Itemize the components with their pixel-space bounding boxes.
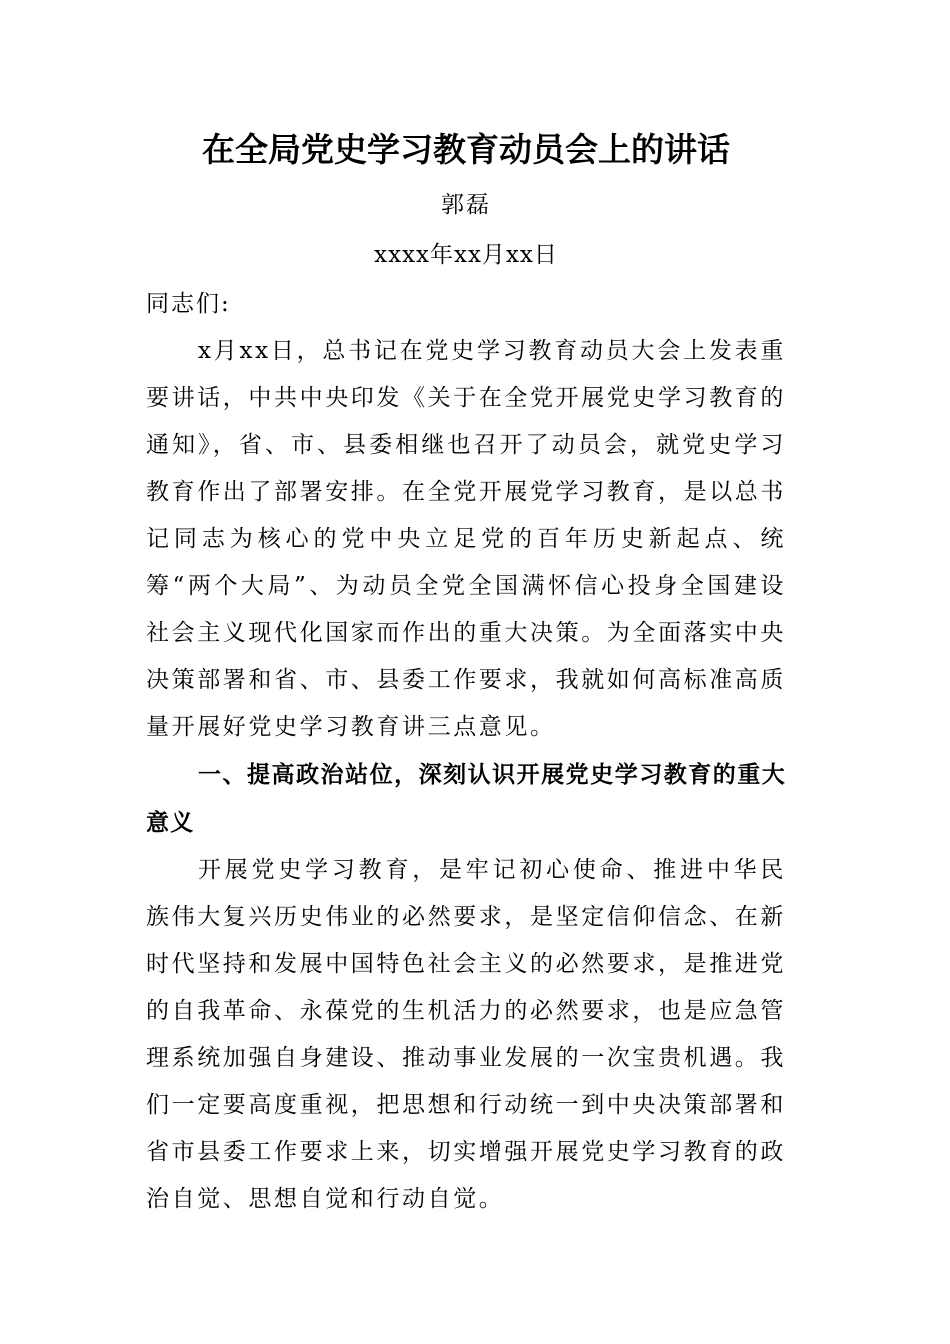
document-author: 郭磊 xyxy=(441,192,491,218)
paragraph-section-1: 开展党史学习教育，是牢记初心使命、推进中华民族伟大复兴历史伟业的必然要求，是坚定信仰信念、在新时代坚持和发展中国特色社会主义的必然要求，是推进党的自我革命、永葆党的生机活力的必然要求，也是应急管理系统加强自身建设、推动事业发展的一次宝贵机遇。我们一定要高度重视，把思想和行动统一到中央决策部署和省市县委工作要求上来，切实增强开展党史学习教育的政治自觉、思想自觉和行动自觉。 xyxy=(146,857,786,1212)
section-heading-1: 一、提高政治站位，深刻认识开展党史学习教育的重大意义 xyxy=(146,762,786,836)
greeting: 同志们: xyxy=(146,291,231,317)
document-date: xxxx年xx月xx日 xyxy=(374,242,558,268)
document-title: 在全局党史学习教育动员会上的讲话 xyxy=(202,130,730,169)
paragraph-intro: x月xx日，总书记在党史学习教育动员大会上发表重要讲话，中共中央印发《关于在全党开展党史学习教育的通知》，省、市、县委相继也召开了动员会，就党史学习教育作出了部署安排。在全党开展党学习教育，是以总书记同志为核心的党中央立足党的百年历史新起点、统筹“两个大局”、为动员全党全国满怀信心投身全国建设社会主义现代化国家而作出的重大决策。为全面落实中央决策部署和省、市、县委工作要求，我就如何高标准高质量开展好党史学习教育讲三点意见。 xyxy=(146,338,786,740)
document-body xyxy=(146,120,786,1223)
